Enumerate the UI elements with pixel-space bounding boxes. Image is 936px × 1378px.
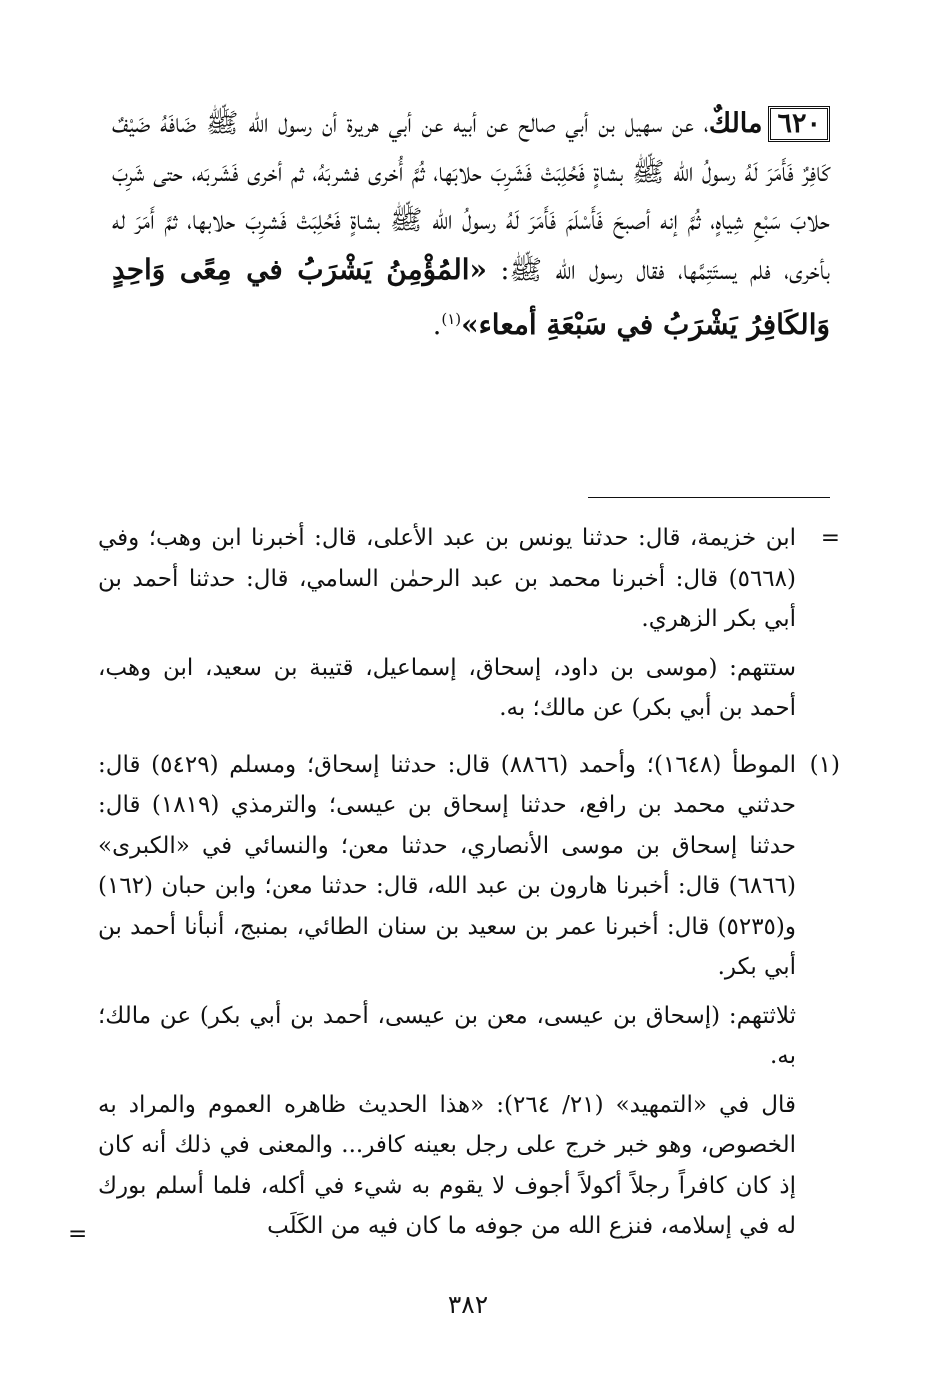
narrator-name: مالكٌ — [708, 108, 763, 139]
footnote-1 — [98, 745, 840, 1255]
footnote-number: (١) — [809, 751, 840, 778]
footnote-paragraph: ستتهم: (موسى بن داود، إسحاق، إسماعيل، قتيبة بن سعيد، ابن وهب، أحمد بن أبي بكر) عن مالك؛ به. — [98, 654, 796, 721]
hadith-number-box — [768, 106, 830, 142]
footnote-reference: (١) — [441, 310, 462, 328]
footnote-paragraph: ثلاثتهم: (إسحاق بن عيسى، معن بن عيسى، أحمد بن أبي بكر) عن مالك؛ به. — [98, 1002, 796, 1069]
prophetic-saying: «المُؤْمِنُ يَشْرَبُ في مِعًى وَاحِدٍ وَالكَافِرُ يَشْرَبُ في سَبْعَةِ أمعاء» — [112, 252, 830, 341]
footnote-continued-body — [98, 518, 796, 737]
page-number: ٣٨٢ — [447, 1290, 489, 1319]
hadith-text — [112, 100, 830, 351]
footnote-continued — [98, 518, 840, 737]
hadith-end: . — [432, 310, 442, 341]
footnote-paragraph: الموطأ (١٦٤٨)؛ وأحمد (٨٨٦٦) قال: حدثنا إسحاق؛ ومسلم (٥٤٢٩) قال: حدثني محمد بن رافع، حدثنا إسحاق بن عيسى؛ والترمذي (١٨١٩) قال: حدثنا إسحاق بن موسى الأنصاري، حدثنا معن؛ والنسائي في «الكبرى» (٦٨٦٦) قال: أخبرنا هارون بن عبد الله، قال: حدثنا معن؛ وابن حبان (١٦٢) و(٥٢٣٥) قال: أخبرنا عمر بن سعيد بن سنان الطائي، بمنبج، أنبأنا أحمد بن أبي بكر. — [98, 751, 796, 980]
footnote-paragraph: ابن خزيمة، قال: حدثنا يونس بن عبد الأعلى، قال: أخبرنا ابن وهب؛ وفي (٥٦٦٨) قال: أخبرنا محمد بن عبد الرحمٰن السامي، قال: حدثنا أحمد بن أبي بكر الزهري. — [98, 525, 796, 632]
hadith-number: ٦٢٠ — [777, 108, 821, 139]
continued-next-page-mark: = — [68, 1221, 88, 1247]
footnote-paragraph: قال في «التمهيد» (٢١/ ٢٦٤): «هذا الحديث ظاهره العموم والمراد به الخصوص، وهو خبر خرج على رجل بعينه كافر... والمعنى في ذلك أنه كان إذ كان كافراً رجلاً أكولاً أجوف لا يقوم به شيء في أكله، فلما أسلم بورك له في إسلامه، فنزع الله من جوفه ما كان فيه من الكَلَب — [98, 1091, 796, 1239]
hadith-chain: ، عن سهيل بن أبي صالح عن أبيه عن أبي هريرة أن رسول الله ﷺ ضَافَهُ ضَيْفٌ كَافِرٌ فَأَمَرَ لَهُ رسولُ الله ﷺ بشاةٍ فَحُلِبَتْ فَشَرِبَ حلابَها، ثُمَّ أُخرى فشربَهُ، ثم أخرى فَشَربَه، حتى شَرِبَ حلابَ سَبْعِ شِياهٍ، ثُمَّ إنه أصبحَ فَأَسْلَمَ فَأَمَرَ لَهُ رسولُ الله ﷺ بشاةٍ فَحُلِبَتْ فَشرِبَ حلابها، ثمَّ أَمَرَ له بأخرى، فلم يستَتِمَّها، فقال رسول الله ﷺ: — [112, 108, 830, 286]
footnote-1-body — [98, 745, 796, 1255]
continuation-mark: = — [820, 525, 840, 551]
footnote-divider — [588, 497, 830, 498]
footnotes-section — [98, 518, 840, 1263]
